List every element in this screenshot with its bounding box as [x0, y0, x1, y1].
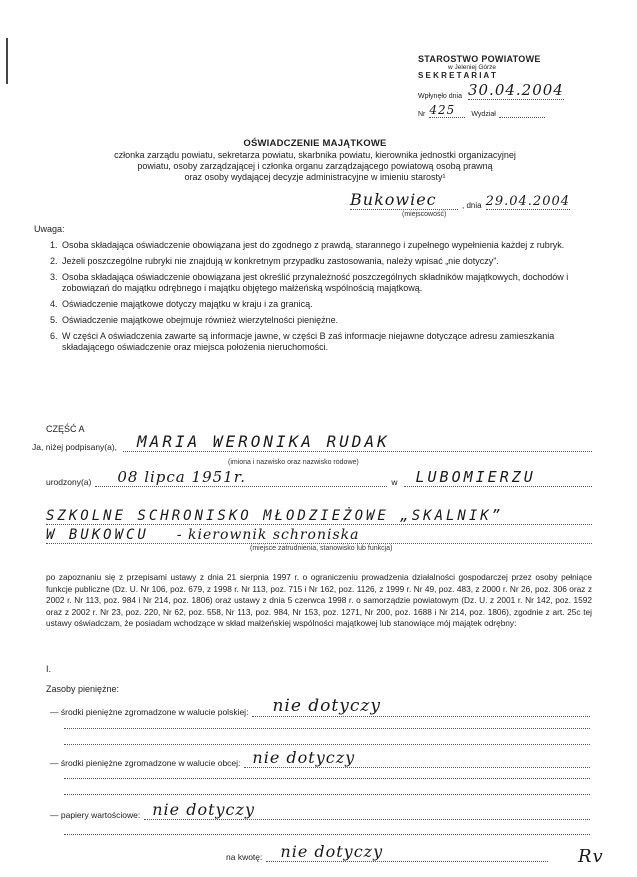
stamp-subtitle: w Jeleniej Górze — [448, 64, 497, 71]
stamp-number-label: Nr — [418, 111, 426, 118]
office-stamp — [418, 54, 578, 118]
section-roman: I. — [46, 664, 52, 674]
amount-label: na kwotę: — [226, 852, 263, 862]
employer-line-2a: W BUKOWCU — [46, 527, 149, 543]
note-text: W części A oświadczenia zawarte są informacje jawne, w części B zaś informacje niejawne dotyczące adresu zamieszkania składającego oświadczenie oraz miejsca położenia nieruchomości. — [62, 331, 555, 352]
date-label: , dnia — [462, 201, 482, 210]
securities-label: — papiery wartościowe: — [50, 810, 141, 820]
blank-line — [64, 778, 590, 779]
stamp-received-label: Wpłynęło dnia — [418, 93, 462, 100]
document-header — [30, 138, 600, 183]
date-value: 29.04.2004 — [485, 194, 571, 209]
header-line-2: powiatu, osoby zarządzającej i członka organu zarządzającego powiatową osobą prawną — [137, 161, 493, 171]
note-item — [50, 240, 582, 251]
signed-label: Ja, niżej podpisany(a), — [32, 442, 118, 452]
stamp-issued-label: Wydział — [471, 111, 496, 118]
note-number: 2. — [50, 256, 58, 266]
note-item — [50, 331, 582, 353]
initials-signature: Rv — [578, 846, 604, 867]
note-number: 3. — [50, 272, 58, 282]
employer-line-2b: - kierownik schroniska — [176, 527, 360, 543]
part-a-heading: CZĘŚĆ A — [46, 424, 85, 434]
note-text: Jeżeli poszczególne rubryki nie znajdują w konkretnym przypadku zastosowania, należy wpisać „nie dotyczy”. — [62, 256, 499, 266]
note-number: 4. — [50, 299, 58, 309]
blank-line — [64, 728, 590, 729]
amount-value: nie dotyczy — [266, 842, 548, 862]
note-text: Osoba składająca oświadczenie obowiązana jest do zgodnego z prawdą, starannego i zupełnego wypełnienia każdej z rubryk. — [62, 240, 565, 250]
note-number: 6. — [50, 331, 58, 341]
note-item — [50, 315, 582, 326]
notes-section — [34, 224, 582, 358]
securities-row — [50, 800, 590, 820]
stamp-received-date: 30.04.2004 — [467, 81, 564, 99]
note-text: Oświadczenie majątkowe dotyczy majątku w kraju i za granicą. — [62, 299, 313, 309]
header-line-3: oraz osoby wydającej decyzje administracyjne w imieniu starosty¹ — [184, 172, 446, 182]
blank-line — [64, 794, 590, 795]
blank-line — [64, 744, 590, 745]
stamp-title: STAROSTWO POWIATOWE — [418, 54, 541, 64]
stamp-issued-field — [499, 117, 545, 118]
pln-label: — środki pieniężne zgromadzone w walucie polskiej: — [50, 707, 249, 717]
notes-heading: Uwaga: — [34, 224, 65, 234]
note-item — [50, 272, 582, 294]
securities-value: nie dotyczy — [144, 800, 590, 820]
employer-caption: (miejsce zatrudnienia, stanowisko lub funkcja) — [250, 545, 393, 552]
scan-artifact — [6, 38, 8, 84]
section-heading: Zasoby pieniężne: — [46, 684, 120, 694]
foreign-value: nie dotyczy — [244, 748, 590, 768]
place-date — [350, 190, 590, 218]
place-caption: (miejscowość) — [402, 211, 447, 218]
pln-row — [50, 696, 590, 717]
legal-text: po zapoznaniu się z przepisami ustawy z dnia 21 sierpnia 1997 r. o ograniczeniu prowadzenia działalności gospodarczej przez osoby pełniące funkcje publiczne (Dz. U. Nr 106, poz. 679, z 1998 r. Nr 113, poz. 715 i Nr 162, poz. 1126, z 1999 r. Nr 49, poz. 483, z 2000 r. Nr 26, poz. 306 oraz z 2002 r. Nr 113, poz. 984 i Nr 214, poz. 1806) oraz ustawy z dnia 5 czerwca 1998 r. o samorządzie powiatowym (Dz. U. z 2001 r. Nr 142, poz. 1592 oraz z 2002 r. Nr 23, poz. 220, Nr 62, poz. 558, Nr 113, poz. 984, Nr 153, poz. 1271, Nr 200, poz. 1688 i Nr 214, poz. 1806), zgodnie z art. 25c tej ustawy oświadczam, że posiadam wchodzące w skład małżeńskiej wspólności majątkowej lub stanowiące mój majątek odrębny: — [46, 572, 592, 628]
note-number: 5. — [50, 315, 58, 325]
name-value: MARIA WERONIKA RUDAK — [123, 432, 592, 452]
note-item — [50, 256, 582, 267]
document-title: OŚWIADCZENIE MAJĄTKOWE — [243, 138, 387, 149]
foreign-row — [50, 748, 590, 768]
note-text: Osoba składająca oświadczenie obowiązana jest określić przynależność poszczególnych składników majątkowych, dochodów i zobowiązań do majątku odrębnego i majątku objętego małżeńską wspólnością majątkową. — [62, 272, 569, 293]
born-in-label: w — [391, 477, 398, 487]
born-date-value: 08 lipca 1951r. — [95, 468, 387, 487]
foreign-label: — środki pieniężne zgromadzone w walucie obcej: — [50, 758, 241, 768]
amount-row — [226, 842, 548, 862]
note-number: 1. — [50, 240, 58, 250]
employer-line-1: SZKOLNE SCHRONISKO MŁODZIEŻOWE „SKALNIK” — [46, 508, 592, 525]
stamp-number-value: 425 — [429, 103, 465, 118]
header-line-1: członka zarządu powiatu, sekretarza powiatu, skarbnika powiatu, kierownika jednostki organizacyjnej — [114, 150, 516, 160]
name-caption: (imiona i nazwisko oraz nazwisko rodowe) — [228, 459, 359, 466]
note-text: Oświadczenie majątkowe obejmuje również wierzytelności pieniężne. — [62, 315, 339, 325]
born-place-value: LUBOMIERZU — [404, 468, 593, 487]
signed-row — [32, 432, 592, 452]
stamp-secretariat: S E K R E T A R I A T — [418, 71, 496, 80]
place-value: Bukowiec — [350, 190, 458, 210]
born-row — [46, 468, 592, 487]
employer-block — [46, 508, 592, 552]
blank-line — [64, 834, 590, 835]
born-label: urodzony(a) — [46, 477, 92, 487]
note-item — [50, 299, 582, 310]
pln-value: nie dotyczy — [252, 696, 590, 717]
